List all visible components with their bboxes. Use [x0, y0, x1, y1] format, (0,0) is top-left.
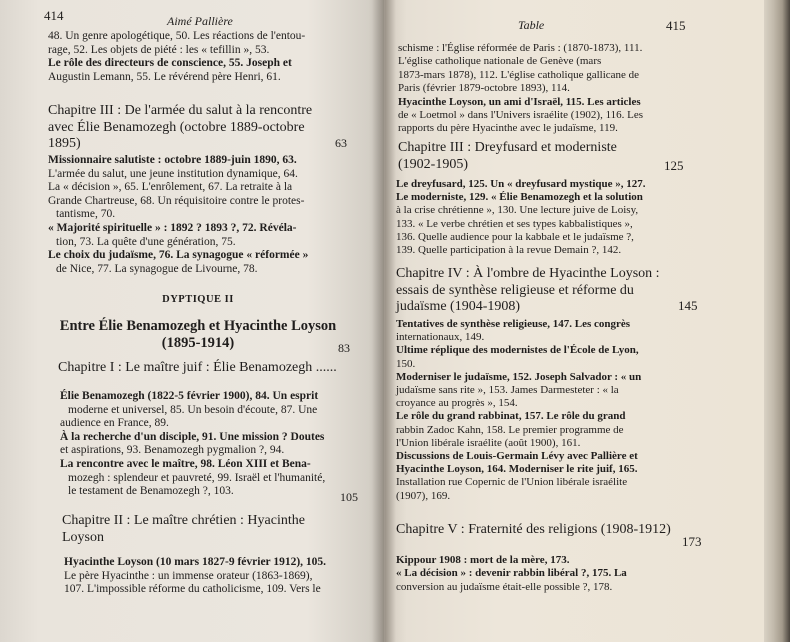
toc-line: 133. « Le verbe chrétien et ses types kabbalistiques »,	[396, 217, 633, 230]
toc-line: Hyacinthe Loyson (10 mars 1827-9 février 1912), 105.	[64, 556, 327, 568]
toc-line: Grande Chartreuse, 68. Un réquisitoire contre le protes-	[48, 194, 305, 207]
left-chapter-1-heading: Chapitre I : Le maître juif : Élie Benamozegh ...... 83	[58, 341, 350, 375]
toc-line: Augustin Lemann, 55. Le révérend père Henri, 61.	[48, 70, 281, 83]
left-chapter-3-heading: Chapitre III : De l'armée du salut à la rencontre avec Élie Benamozegh (octobre 1889-octobre 1895) 63	[48, 103, 347, 151]
toc-line: Paris (février 1879-octobre 1893), 114.	[398, 82, 570, 95]
left-page	[0, 0, 384, 642]
left-chapter-2-entries	[64, 556, 326, 597]
left-chapter-2-heading: Chapitre II : Le maître chrétien : Hyacinthe Loyson 105	[62, 490, 358, 545]
left-chapter-1-entries	[60, 390, 325, 499]
chapter-page-number: 145	[678, 298, 698, 313]
chapter-page-number: 173	[682, 534, 702, 549]
toc-line: 48. Un genre apologétique, 50. Les réactions de l'entou-	[48, 30, 306, 42]
toc-line: 107. L'impossible réforme du catholicisme, 109. Vers le	[64, 583, 321, 596]
toc-line: Le rôle du grand rabbinat, 157. Le rôle du grand	[396, 410, 626, 423]
toc-line: 150.	[396, 357, 416, 370]
toc-line: conversion au judaïsme était-elle possible ?, 178.	[396, 580, 613, 593]
right-chapter-4-heading: Chapitre IV : À l'ombre de Hyacinthe Loyson : essais de synthèse religieuse et réforme du judaïsme (1904-1908) 145	[396, 266, 698, 314]
toc-line: mozegh : splendeur et pauvreté, 99. Israël et l'humanité,	[68, 471, 326, 484]
chapter-page-number: 105	[340, 490, 358, 504]
toc-line: internationaux, 149.	[396, 331, 485, 344]
toc-line: (1907), 169.	[396, 489, 451, 502]
toc-line: à la crise chrétienne », 130. Une lecture juive de Loisy,	[396, 204, 639, 217]
toc-line: Élie Benamozegh (1822-5 février 1900), 84. Un esprit	[60, 390, 319, 402]
toc-line: judaïsme sans rite », 153. James Darmesteter : « la	[396, 384, 619, 397]
toc-line: Discussions de Louis-Germain Lévy avec Pallière et	[396, 450, 638, 463]
right-chapter-3-entries	[396, 178, 646, 257]
diptyque-title: Entre Élie Benamozegh et Hyacinthe Loyson (1895-1914)	[59, 318, 337, 351]
toc-line: rapports du père Hyacinthe avec le judaïsme, 119.	[398, 122, 618, 135]
toc-line: croyance au progrès », 154.	[396, 397, 518, 410]
toc-line: Installation rue Copernic de l'Union libérale israélite	[396, 476, 628, 489]
toc-line: Le dreyfusard, 125. Un « dreyfusard mystique », 127.	[396, 178, 646, 190]
toc-line: tion, 73. La quête d'une génération, 75.	[56, 235, 236, 248]
page-edge	[764, 0, 790, 642]
right-chapter-5-heading: Chapitre V : Fraternité des religions (1908-1912) 173	[396, 522, 702, 549]
toc-line: 139. Quelle participation à la revue Demain ?, 142.	[396, 244, 622, 257]
chapter-page-number: 83	[338, 341, 350, 355]
toc-line: Le père Hyacinthe : un immense orateur (1863-1869),	[64, 569, 313, 582]
toc-line: « La décision » : devenir rabbin libéral ?, 175. La	[396, 567, 627, 580]
right-chapter-3-heading: Chapitre III : Dreyfusard et moderniste (1902-1905) 125	[398, 140, 684, 173]
right-top-entries	[398, 42, 643, 136]
toc-line: Tentatives de synthèse religieuse, 147. Les congrès	[396, 318, 631, 330]
toc-line: le testament de Benamozegh ?, 103.	[68, 485, 234, 498]
toc-line: L'armée du salut, une jeune institution dynamique, 64.	[48, 167, 298, 180]
toc-line: 136. Quelle audience pour la kabbale et le judaïsme ?,	[396, 230, 634, 243]
toc-line: Le choix du judaïsme, 76. La synagogue « réformée »	[48, 249, 309, 262]
right-page-number: 415	[666, 18, 686, 33]
diptyque-label: DYPTIQUE II	[162, 294, 234, 305]
toc-line: de « Loetmol » dans l'Univers israélite (1902), 116. Les	[398, 109, 644, 122]
right-running-head: Table	[518, 18, 545, 32]
toc-line: Kippour 1908 : mort de la mère, 173.	[396, 554, 570, 566]
toc-line: de Nice, 77. La synagogue de Livourne, 78.	[56, 262, 258, 275]
toc-line: moderne et universel, 85. Un besoin d'écoute, 87. Une	[68, 403, 318, 416]
toc-line: Le moderniste, 129. « Élie Benamozegh et la solution	[396, 191, 643, 204]
toc-line: Ultime réplique des modernistes de l'École de Lyon,	[396, 344, 639, 357]
toc-line: L'église catholique nationale de Genève (mars	[398, 55, 602, 68]
toc-line: Moderniser le judaïsme, 152. Joseph Salvador : « un	[396, 370, 642, 383]
toc-line: Hyacinthe Loyson, 164. Moderniser le rite juif, 165.	[396, 463, 638, 476]
chapter-page-number: 125	[664, 158, 684, 173]
toc-line: « Majorité spirituelle » : 1892 ? 1893 ?, 72. Révéla-	[48, 221, 297, 234]
chapter-page-number: 63	[335, 136, 347, 150]
toc-line: rabbin Zadoc Kahn, 158. Le premier programme de	[396, 423, 624, 436]
left-page-number: 414	[44, 8, 64, 23]
toc-line: rage, 52. Les objets de piété : les « tefillin », 53.	[48, 43, 270, 56]
toc-line: Le rôle des directeurs de conscience, 55. Joseph et	[48, 57, 292, 70]
toc-line: schisme : l'Église réformée de Paris : (1870-1873), 111.	[398, 42, 643, 54]
toc-line: 1873-mars 1878), 112. L'église catholique gallicane de	[398, 68, 640, 81]
toc-line: Hyacinthe Loyson, un ami d'Israël, 115. Les articles	[398, 95, 641, 108]
toc-line: et aspirations, 93. Benamozegh pygmalion ?, 94.	[60, 444, 285, 457]
left-chapter-3-entries	[48, 154, 308, 276]
right-page	[384, 0, 764, 642]
toc-line: audience en France, 89.	[60, 417, 169, 430]
left-intro	[48, 30, 305, 84]
right-chapter-4-entries	[396, 318, 641, 503]
toc-line: La rencontre avec le maître, 98. Léon XIII et Bena-	[60, 457, 311, 470]
left-running-head: Aimé Pallière	[167, 14, 233, 28]
toc-line: La « décision », 65. L'enrôlement, 67. La retraite à la	[48, 181, 293, 194]
toc-line: tantisme, 70.	[56, 208, 116, 221]
right-chapter-5-entries	[396, 554, 627, 594]
toc-line: Missionnaire salutiste : octobre 1889-juin 1890, 63.	[48, 154, 297, 166]
toc-line: À la recherche d'un disciple, 91. Une mission ? Doutes	[60, 430, 325, 443]
toc-line: l'Union libérale israélite (août 1900), 161.	[396, 436, 581, 449]
